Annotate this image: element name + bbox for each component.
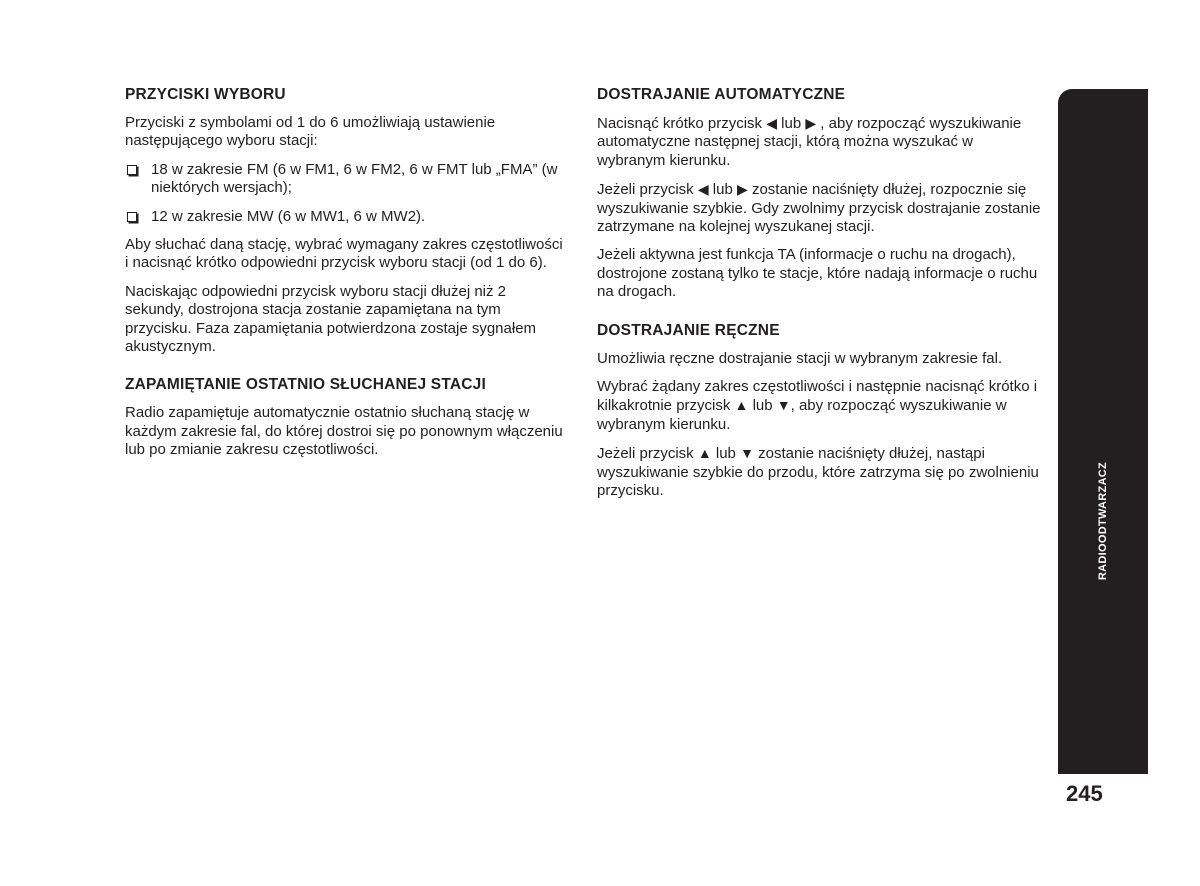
chapter-tab-label: RADIOODTWARZACZ (1097, 461, 1109, 581)
list-item (125, 161, 565, 198)
paragraph (597, 180, 1042, 236)
heading-manual-tuning: DOSTRAJANIE RĘCZNE (597, 321, 780, 339)
heading-preset-buttons: PRZYCISKI WYBORU (125, 86, 286, 103)
arrow-right-icon: ▶ (737, 181, 748, 198)
text: lub (711, 445, 741, 463)
list-item (125, 208, 565, 226)
arrow-left-icon: ◀ (697, 181, 709, 198)
arrow-left-icon: ◀ (766, 115, 777, 131)
paragraph (597, 378, 1042, 434)
checkbox-bullet-icon (127, 165, 137, 175)
paragraph: Umożliwia ręczne dostrajanie stacji w wybranym zakresie fal. (597, 349, 1003, 367)
arrow-up-icon: ▲ (734, 397, 749, 414)
text: lub (708, 181, 737, 199)
text: lub (748, 397, 777, 415)
text: , aby rozpocząć wyszukiwanie automatyczne następnej stacji, którą można wyszukać w wybranym kierunku. (597, 115, 1022, 169)
checkbox-bullet-icon (127, 212, 137, 222)
paragraph: Radio zapamiętuje automatycznie ostatnio słuchaną stację w każdym zakresie fal, do której dostroi się po ponownym włączeniu lub po zmianie zakresu częstotliwości. (125, 404, 563, 459)
heading-last-station-memory: ZAPAMIĘTANIE OSTATNIO SŁUCHANEJ STACJI (125, 376, 486, 394)
text: Jeżeli przycisk (597, 445, 698, 463)
text: Nacisnąć krótko przycisk (597, 115, 767, 132)
list-item-text: 18 w zakresie FM (6 w FM1, 6 w FM2, 6 w FMT lub „FMA” (w niektórych wersjach); (151, 160, 558, 197)
text: zostanie naciśnięty dłużej, nastąpi wyszukiwanie szybkie do przodu, które zatrzyma się po zwolnieniu przycisku. (597, 445, 1039, 500)
left-column (125, 86, 565, 470)
paragraph (597, 444, 1042, 500)
page-number: 245 (1066, 781, 1103, 806)
paragraph (597, 114, 1042, 170)
heading-automatic-tuning: DOSTRAJANIE AUTOMATYCZNE (597, 86, 846, 103)
paragraph: Naciskając odpowiedni przycisk wyboru stacji dłużej niż 2 sekundy, dostrojona stacja zostanie zapamiętana na tym przycisku. Faza zapamiętania potwierdzona zostaje sygnałem akustycznym. (125, 282, 537, 356)
arrow-right-icon: ▶ (805, 115, 817, 131)
paragraph: Przyciski z symbolami od 1 do 6 umożliwiają ustawienie następującego wyboru stacji: (125, 114, 496, 150)
list-item-text: 12 w zakresie MW (6 w MW1, 6 w MW2). (151, 207, 426, 225)
text: zostanie naciśnięty dłużej, rozpocznie się wyszukiwanie szybkie. Gdy zwolnimy przycisk dostrajanie zostanie zatrzymane na kolejnej wyszukanej stacji. (597, 181, 1041, 236)
arrow-up-icon: ▲ (697, 445, 712, 462)
right-column (597, 86, 1042, 511)
paragraph: Jeżeli aktywna jest funkcja TA (informacje o ruchu na drogach), dostrojone zostaną tylko te stacje, które nadają informacje o ruchu na drogach. (597, 246, 1038, 301)
paragraph: Aby słuchać daną stację, wybrać wymagany zakres częstotliwości i nacisnąć krótko odpowiedni przycisk wyboru stacji (od 1 do 6). (125, 236, 563, 272)
arrow-down-icon: ▼ (776, 397, 791, 414)
arrow-down-icon: ▼ (740, 445, 754, 462)
chapter-side-tab (1058, 89, 1148, 774)
text: , aby rozpocząć wyszukiwanie w wybranym kierunku. (597, 397, 1007, 433)
text: lub (777, 115, 806, 132)
text: Wybrać żądany zakres częstotliwości i następnie nacisnąć krótko i kilkakrotnie przycisk (597, 378, 1038, 415)
text: Jeżeli przycisk (597, 181, 698, 199)
